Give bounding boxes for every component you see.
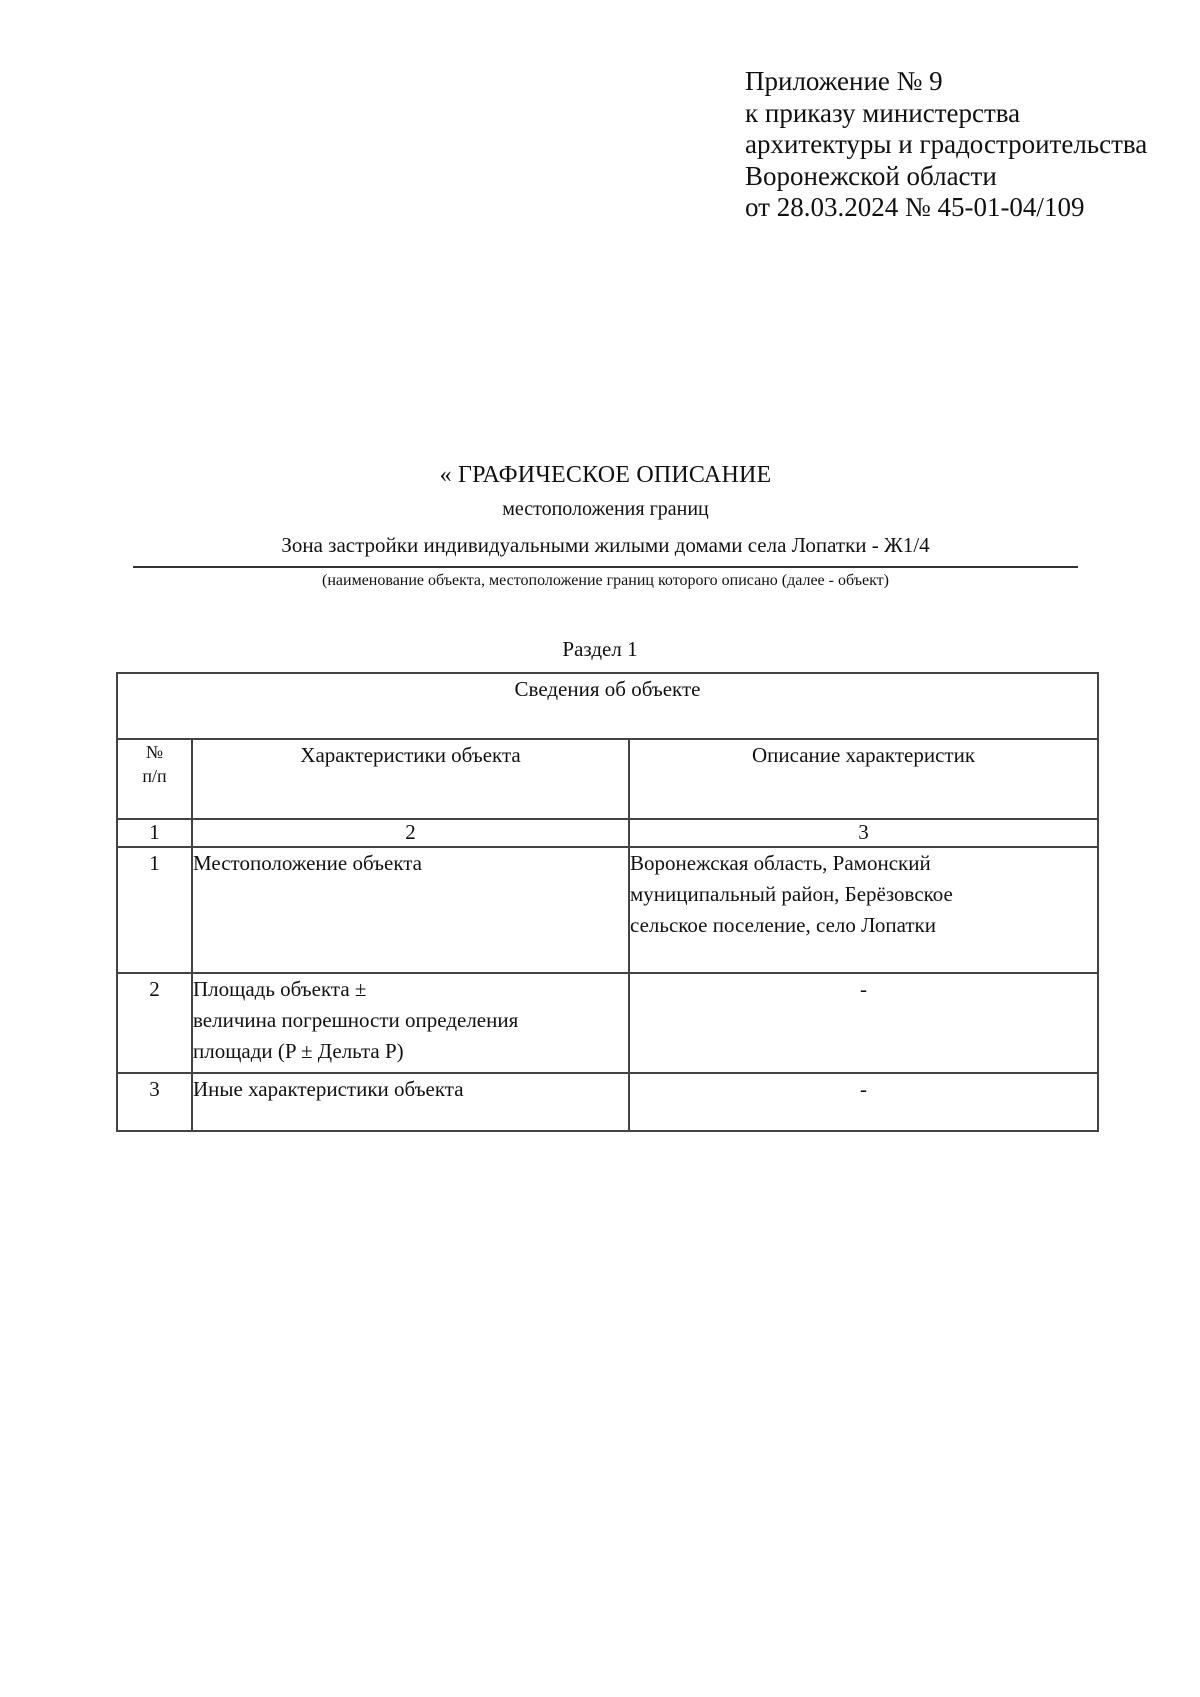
row-description: - [629, 973, 1098, 1073]
header-number-symbol: № [145, 742, 164, 762]
document-subtitle: местоположения границ [502, 498, 709, 520]
characteristic-line: Площадь объекта ± [193, 977, 367, 1001]
column-number: 2 [192, 819, 629, 847]
row-characteristic [192, 847, 629, 973]
description-line: Воронежская область, Рамонский [630, 851, 931, 875]
appendix-line: к приказу министерства [745, 97, 1021, 128]
column-number: 1 [117, 819, 192, 847]
table-header-row [117, 739, 1098, 819]
appendix-header [745, 66, 1185, 224]
characteristic-line: Иные характеристики объекта [193, 1077, 464, 1101]
header-number-abbr: п/п [142, 766, 167, 786]
row-number: 3 [117, 1073, 192, 1131]
header-description: Описание характеристик [629, 739, 1098, 819]
section-label: Раздел 1 [562, 637, 638, 661]
description-line: муниципальный район, Берёзовское [630, 882, 953, 906]
table-row [117, 973, 1098, 1073]
table-row [117, 847, 1098, 973]
appendix-line: архитектуры и градостроительства [745, 129, 1148, 159]
object-name: Зона застройки индивидуальными жилыми домами села Лопатки - Ж1/4 [133, 530, 1078, 568]
row-description [629, 847, 1098, 973]
description-line: сельское поселение, село Лопатки [630, 913, 936, 937]
table-row [117, 1073, 1098, 1131]
characteristic-line: Местоположение объекта [193, 851, 423, 875]
header-number-cell [117, 739, 192, 819]
title-block [133, 458, 1078, 592]
object-name-caption: (наименование объекта, местоположение границ которого описано (далее - объект) [322, 572, 889, 589]
row-description: - [629, 1073, 1098, 1131]
column-number-row [117, 819, 1098, 847]
document-title: « ГРАФИЧЕСКОЕ ОПИСАНИЕ [439, 462, 772, 488]
row-characteristic [192, 1073, 629, 1131]
appendix-line: Воронежской области [745, 160, 997, 191]
characteristic-line: площади (P ± Дельта P) [193, 1039, 404, 1063]
object-info-table [116, 672, 1099, 1132]
appendix-line: Приложение № 9 [745, 66, 943, 96]
table-caption-row [117, 673, 1098, 739]
row-number: 2 [117, 973, 192, 1073]
column-number: 3 [629, 819, 1098, 847]
characteristic-line: величина погрешности определения [193, 1008, 519, 1032]
row-characteristic [192, 973, 629, 1073]
row-number: 1 [117, 847, 192, 973]
table-caption: Сведения об объекте [117, 673, 1098, 739]
appendix-line: от 28.03.2024 № 45-01-04/109 [745, 192, 1085, 222]
header-characteristics: Характеристики объекта [192, 739, 629, 819]
